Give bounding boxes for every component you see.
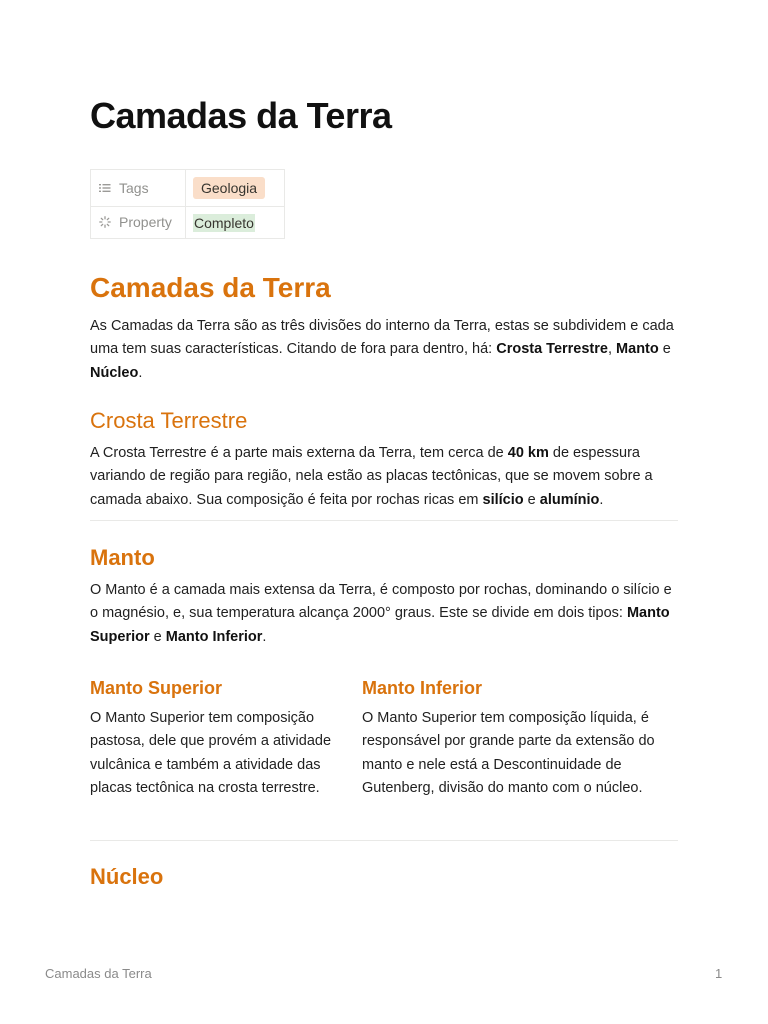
text-run: .	[599, 491, 604, 508]
intro-paragraph	[90, 315, 680, 385]
divider	[90, 840, 678, 841]
text-run: .	[262, 628, 267, 645]
bold-text: Manto	[616, 341, 659, 358]
section-heading-manto: Manto	[90, 545, 155, 570]
property-row-tags	[91, 170, 285, 207]
section-heading-manto-superior: Manto Superior	[90, 678, 223, 698]
bold-text: Crosta Terrestre	[496, 341, 608, 358]
bold-text: alumínio	[539, 491, 600, 508]
bold-text: Manto Inferior	[165, 628, 263, 645]
text-run: As Camadas da Terra são as três divisões do interno da Terra, estas se subdividem e cada uma tem suas características. Citando de fora para dentro, há:	[90, 318, 674, 358]
page-number: 1	[715, 966, 723, 981]
text-run: O Manto é a camada mais extensa da Terra, é composto por rochas, dominando o silício e o magnésio, e, sua temperatura alcança 2000° graus. Este se divide em dois tipos:	[90, 582, 672, 622]
tag-badge[interactable]: Geologia	[193, 177, 265, 199]
section-heading-manto-inferior: Manto Inferior	[362, 678, 482, 698]
text-run: ,	[607, 341, 617, 358]
section-heading-camadas: Camadas da Terra	[90, 272, 331, 303]
property-value-cell[interactable]	[186, 170, 285, 207]
property-name-cell	[91, 170, 186, 207]
text-run: .	[138, 364, 143, 381]
loading-icon	[99, 216, 113, 231]
text-run: A Crosta Terrestre é a parte mais externa da Terra, tem cerca de	[90, 445, 508, 461]
text-run: de espessura variando de região para região, nela estão as placas tectônicas, que se movem sobre a camada abaixo. Sua composição é feita por rochas ricas em	[90, 445, 653, 508]
property-row-status	[91, 207, 285, 239]
bold-text: Núcleo	[90, 364, 139, 381]
bold-text: Manto Superior	[90, 605, 670, 645]
text-run: e	[523, 491, 540, 508]
property-value-cell[interactable]	[186, 207, 285, 239]
properties-table	[90, 169, 285, 239]
section-heading-nucleo: Núcleo	[90, 864, 164, 889]
text-run: e	[149, 628, 166, 645]
property-name: Property	[119, 214, 172, 231]
crosta-paragraph	[90, 442, 680, 512]
divider	[90, 520, 678, 521]
bold-text: silício	[482, 491, 524, 508]
property-name: Tags	[119, 180, 149, 196]
list-icon	[99, 183, 113, 196]
section-heading-crosta: Crosta Terrestre	[90, 408, 248, 433]
status-badge[interactable]: Completo	[194, 214, 254, 231]
manto-inferior-paragraph: O Manto Superior tem composição líquida, é responsável por grande parte da extensão do manto e nele está a Descontinuidade de Gutenberg, divisão do manto com o núcleo.	[362, 710, 655, 797]
text-run: e	[658, 341, 671, 358]
manto-paragraph	[90, 579, 680, 649]
property-name-cell	[91, 207, 186, 239]
manto-superior-paragraph: O Manto Superior tem composição pastosa, dele que provém a atividade vulcânica e também a atividade das placas tectônica na crosta terrestre.	[90, 710, 332, 797]
footer-title: Camadas da Terra	[45, 966, 152, 981]
page-title: Camadas da Terra	[90, 95, 392, 136]
bold-text: 40 km	[507, 445, 549, 461]
